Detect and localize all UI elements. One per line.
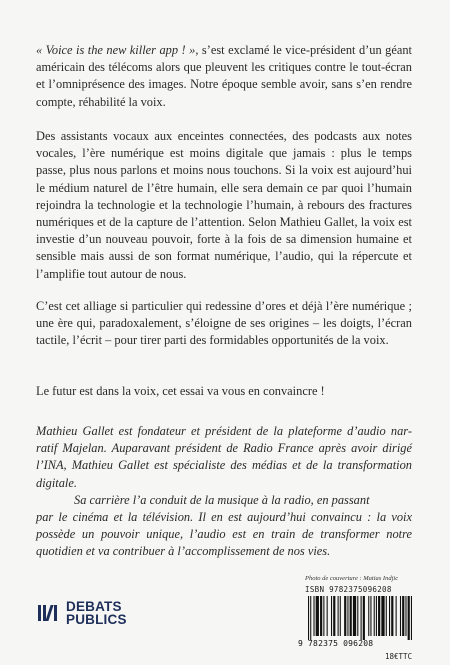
author-bio [36,423,412,561]
bio-line: Sa carrière l’a conduit de la musique à la radio, en passant [74,492,370,507]
bio-line: digitale. [36,475,77,490]
barcode-bar [363,596,365,640]
publisher-line-1: DEBATS [66,599,122,614]
barcode-bar [308,596,309,640]
paragraph-conclusion: Le futur est dans la voix, cet essai va vous en convaincre ! [36,384,325,398]
barcode-bar [357,596,358,636]
barcode-bar [327,596,328,636]
barcode-bar [376,596,377,636]
bio-line: possède un pouvoir unique, l’audio est en train de transformer notre [36,527,412,542]
barcode-bar [368,596,369,636]
barcode-bar [374,596,375,636]
barcode-bar [405,596,406,636]
publisher-line-2: PUBLICS [66,612,127,627]
barcode-bar [361,596,362,640]
barcode-bar [391,596,393,636]
barcode-bar [340,596,341,636]
barcode-bar [378,596,380,636]
barcode-bar [313,596,314,636]
barcode-bar [323,596,324,636]
barcode-bar [316,596,319,636]
photo-credit: Photo de couverture : Matias Indjic [305,575,399,582]
paragraph-intro [36,42,412,111]
bio-line: Mathieu Gallet est fondateur et président de la plateforme d’audio nar- [36,424,412,438]
barcode-digits: 9 782375 096208 [298,639,374,648]
barcode-bar [389,596,390,636]
barcode-bar [402,596,404,636]
barcode-bar [381,596,384,636]
barcode-icon [308,596,412,640]
bio-line: quotidien et va contribuer à l’accomplissement de nos vies. [36,544,331,559]
price-label: 18€TTC [385,652,413,661]
barcode-bar [333,596,335,636]
quote-lead: « Voice is the new killer app ! » [36,43,196,57]
barcode-bar [320,596,322,636]
bio-line: l’INA, Mathieu Gallet est spécialiste des médias et de la transformation [36,458,412,473]
barcode-bar [347,596,348,636]
barcode-bar [344,596,346,636]
bio-line: par le cinéma et la télévision. Il en est aujourd’hui convaincu : la voix [36,510,412,525]
bio-line: ratif Majelan. Auparavant président de Radio France après avoir dirigé [36,441,412,456]
barcode-bar [386,596,387,636]
barcode-bar [331,596,332,636]
barcode-bar [353,596,356,636]
intro-text: , s’est exclamé le vice-président d’un géant américain des télécoms alors que pleuvent les critiques contre le tout-écran et l’omniprésence des images. Notre époque semble avoir, sans s’en rendre compte, réhabilité la voix. [36,43,412,109]
paragraph-voice-assistants: Des assistants vocaux aux enceintes connectées, des podcasts aux notes vocales, l’ère numérique est moins digitale que jamais : plus le temps passe, plus nous parlons et moins nous touchons. Si la voix est aujourd’hui le médium naturel de l’être humain, elle sera demain ce par quoi l’humain rejoindra la technologie et la technologie l’humain, à rebours des fractures numériques et de la capture de l’attention. Selon Mathieu Gallet, la voix est investie d’un nouveau pouvoir, forte à la fois de sa dimension humaine et sensible mais aussi de son format numérique, l’audio, qui la répercute et l’amplifie tout autour de nous. [36,129,412,281]
barcode-bar [350,596,352,636]
barcode-bar [370,596,371,636]
paragraph-alloy: C’est cet alliage si particulier qui redessine d’ores et déjà l’ère numérique ; une ère qui, paradoxalement, s’éloigne de ses origines – les doigts, l’écran tactile, l’écrit – pour tirer parti des formidables opportunités de la voix. [36,299,412,348]
barcode-bar [310,596,311,640]
publisher-logo [38,598,127,628]
publisher-name [66,600,127,626]
publisher-mark-icon [38,605,60,621]
barcode-bar [400,596,401,636]
isbn-label: ISBN 9782375096208 [305,585,392,594]
barcode-bar [411,596,412,640]
barcode-bar [338,596,339,636]
barcode-bar [408,596,410,640]
barcode-bar [396,596,397,636]
